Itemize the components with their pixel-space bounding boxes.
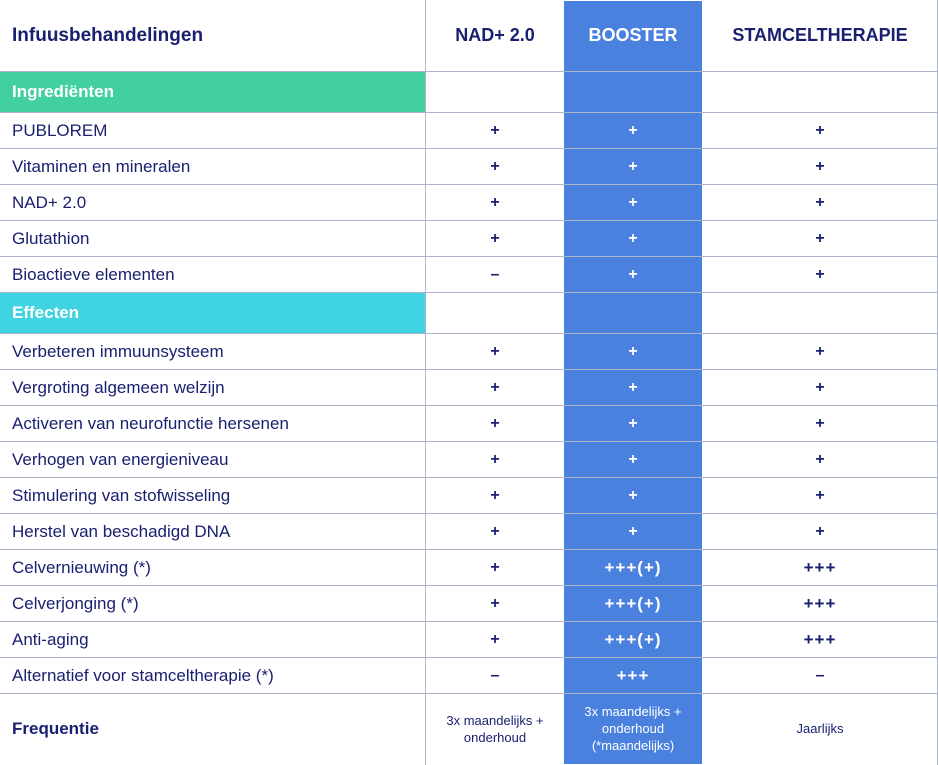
cell-stamceltherapie: +++ [702, 550, 938, 586]
row-label: Celverjonging (*) [0, 586, 426, 622]
section-row-effects [0, 293, 938, 334]
frequency-nad [426, 694, 564, 764]
cell-stamceltherapie: + [702, 514, 938, 550]
cell-booster: + [564, 113, 702, 149]
cell-booster: +++ [564, 658, 702, 694]
row-label: Vergroting algemeen welzijn [0, 370, 426, 406]
frequency-row [0, 694, 938, 764]
table-row [0, 586, 938, 622]
table-row [0, 257, 938, 293]
cell-booster: + [564, 370, 702, 406]
cell-nad: + [426, 586, 564, 622]
cell-nad: + [426, 550, 564, 586]
cell-booster: + [564, 334, 702, 370]
cell-stamceltherapie: +++ [702, 622, 938, 658]
row-label: Glutathion [0, 221, 426, 257]
table-row [0, 221, 938, 257]
table-row [0, 442, 938, 478]
cell-booster: + [564, 478, 702, 514]
frequency-stamceltherapie: Jaarlijks [702, 694, 938, 764]
frequency-booster [564, 694, 702, 764]
cell-stamceltherapie: + [702, 149, 938, 185]
cell-nad: + [426, 185, 564, 221]
row-label: Activeren van neurofunctie hersenen [0, 406, 426, 442]
cell-booster: + [564, 185, 702, 221]
row-label: Celvernieuwing (*) [0, 550, 426, 586]
table-row [0, 149, 938, 185]
cell-booster: +++(+) [564, 586, 702, 622]
table-row [0, 113, 938, 149]
table-row [0, 370, 938, 406]
divider-line [425, 0, 426, 765]
table-row [0, 622, 938, 658]
cell-stamceltherapie: + [702, 370, 938, 406]
frequency-booster-line: 3x maandelijks + [584, 704, 682, 719]
row-label: Herstel van beschadigd DNA [0, 514, 426, 550]
cell-booster: + [564, 514, 702, 550]
cell-nad: + [426, 334, 564, 370]
cell-booster: + [564, 406, 702, 442]
row-label: Verhogen van energieniveau [0, 442, 426, 478]
cell-stamceltherapie: + [702, 442, 938, 478]
cell-nad: + [426, 514, 564, 550]
table-row [0, 550, 938, 586]
table-row [0, 406, 938, 442]
row-label: Stimulering van stofwisseling [0, 478, 426, 514]
cell-stamceltherapie: + [702, 185, 938, 221]
table-row [0, 514, 938, 550]
frequency-nad-line: onderhoud [463, 729, 527, 745]
cell-nad: – [426, 658, 564, 694]
cell-booster: + [564, 221, 702, 257]
cell-stamceltherapie: – [702, 658, 938, 694]
cell-stamceltherapie: + [702, 257, 938, 293]
row-label: Verbeteren immuunsysteem [0, 334, 426, 370]
cell-booster: + [564, 442, 702, 478]
table-row [0, 185, 938, 221]
table-row [0, 658, 938, 694]
cell-booster: +++(+) [564, 550, 702, 586]
frequency-booster-line: (*maandelijks) [591, 738, 675, 753]
section-row-ingredients [0, 72, 938, 113]
cell-stamceltherapie: + [702, 113, 938, 149]
section-header-ingredients: Ingrediënten [0, 72, 426, 113]
cell-nad: + [426, 113, 564, 149]
cell-nad: – [426, 257, 564, 293]
table-title: Infuusbehandelingen [12, 24, 204, 46]
cell-stamceltherapie: + [702, 334, 938, 370]
cell-nad: + [426, 149, 564, 185]
cell-nad: + [426, 622, 564, 658]
column-header-nad: NAD+ 2.0 [455, 25, 535, 45]
frequency-nad-line: 3x maandelijks + [446, 712, 544, 728]
table-header-row [0, 0, 938, 72]
row-label: Alternatief voor stamceltherapie (*) [0, 658, 426, 694]
cell-nad: + [426, 478, 564, 514]
row-label: Vitaminen en mineralen [0, 149, 426, 185]
frequency-booster-line: onderhoud [601, 721, 665, 736]
row-label: Bioactieve elementen [0, 257, 426, 293]
cell-booster: +++(+) [564, 622, 702, 658]
column-header-booster: BOOSTER [588, 25, 678, 45]
cell-stamceltherapie: + [702, 221, 938, 257]
row-label: NAD+ 2.0 [0, 185, 426, 221]
cell-nad: + [426, 406, 564, 442]
cell-booster: + [564, 257, 702, 293]
cell-stamceltherapie: +++ [702, 586, 938, 622]
row-label: Anti-aging [0, 622, 426, 658]
cell-booster: + [564, 149, 702, 185]
table-row [0, 334, 938, 370]
cell-nad: + [426, 442, 564, 478]
cell-nad: + [426, 221, 564, 257]
table-row [0, 478, 938, 514]
section-header-effects: Effecten [0, 293, 426, 334]
cell-stamceltherapie: + [702, 406, 938, 442]
frequency-label: Frequentie [0, 694, 426, 764]
row-label: PUBLOREM [0, 113, 426, 149]
column-header-stamceltherapie: STAMCELTHERAPIE [732, 25, 908, 45]
cell-stamceltherapie: + [702, 478, 938, 514]
cell-nad: + [426, 370, 564, 406]
